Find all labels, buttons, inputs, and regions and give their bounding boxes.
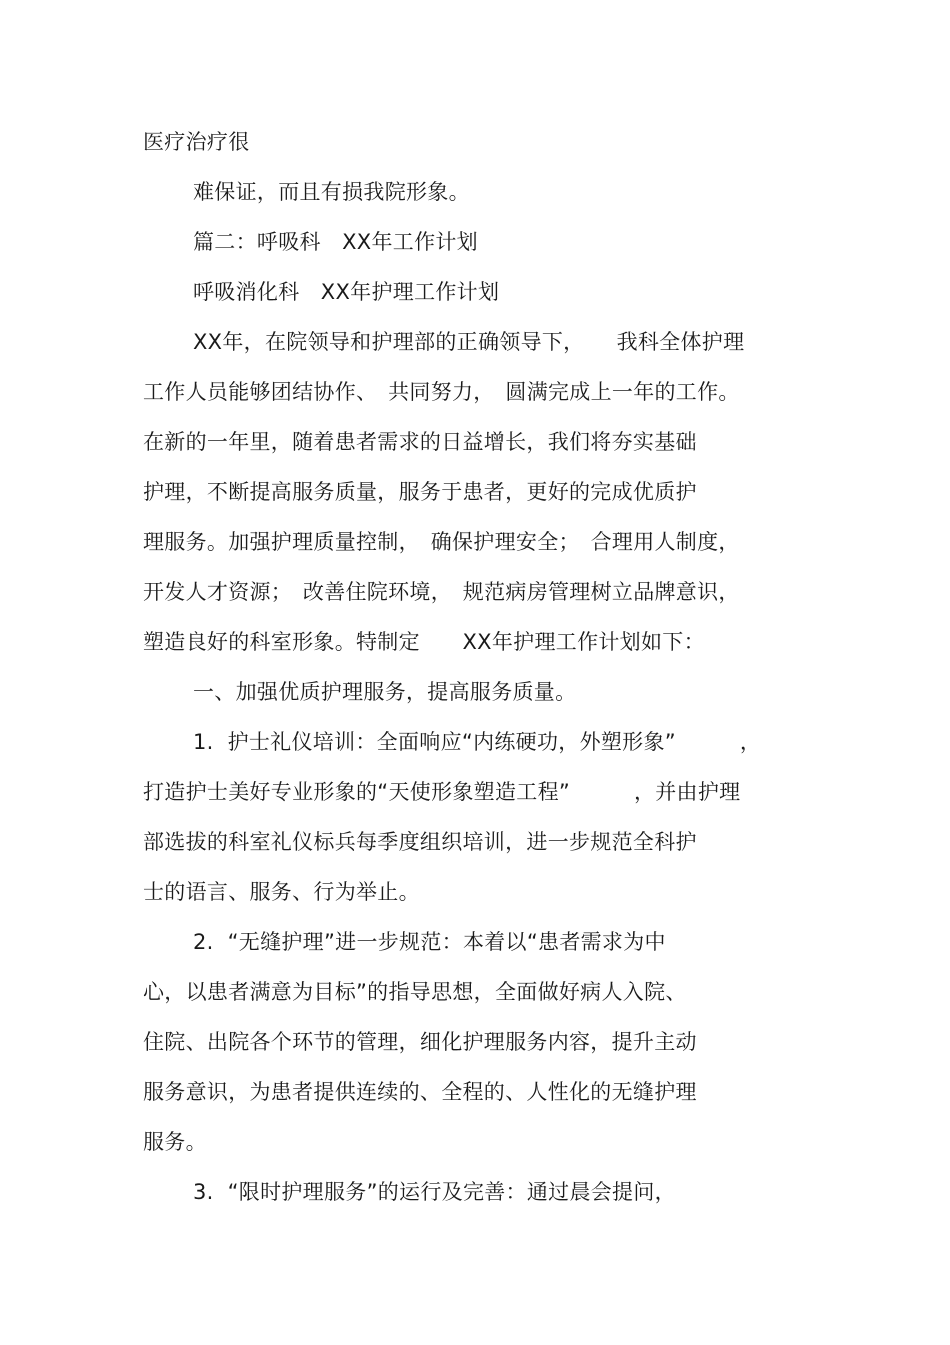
text-line: 服务。 — [143, 1130, 207, 1154]
text-line: 在新的一年里，随着患者需求的日益增长，我们将夯实基础 — [143, 430, 697, 454]
text-line: 部选拔的科室礼仪标兵每季度组织培训，进一步规范全科护 — [143, 830, 697, 854]
list-item: 1. 护士礼仪培训：全面响应“内练硬功，外塑形象” ， — [193, 730, 762, 754]
text-line: 护理，不断提高服务质量，服务于患者，更好的完成优质护 — [143, 480, 697, 504]
document-title: 呼吸消化科 XX年护理工作计划 — [193, 280, 500, 304]
text-line: 服务意识，为患者提供连续的、全程的、人性化的无缝护理 — [143, 1080, 697, 1104]
text-line: XX年，在院领导和护理部的正确领导下， 我科全体护理 — [193, 330, 745, 354]
text-line: 医疗治疗很 — [143, 130, 250, 154]
text-line: 士的语言、服务、行为举止。 — [143, 880, 420, 904]
list-item: 3. “限时护理服务”的运行及完善：通过晨会提问， — [193, 1180, 676, 1204]
text-line: 打造护士美好专业形象的“天使形象塑造工程” ，并由护理 — [143, 780, 741, 804]
text-line: 开发人才资源； 改善住院环境， 规范病房管理树立品牌意识， — [143, 580, 740, 604]
text-line: 塑造良好的科室形象。特制定 XX年护理工作计划如下： — [143, 630, 705, 654]
text-line: 难保证，而且有损我院形象。 — [193, 180, 470, 204]
text-line: 工作人员能够团结协作、 共同努力， 圆满完成上一年的工作。 — [143, 380, 740, 404]
section-heading: 篇二：呼吸科 XX年工作计划 — [193, 230, 478, 254]
text-line: 住院、出院各个环节的管理，细化护理服务内容，提升主动 — [143, 1030, 697, 1054]
list-item: 2. “无缝护理”进一步规范：本着以“患者需求为中 — [193, 930, 666, 954]
subsection-heading: 一、加强优质护理服务，提高服务质量。 — [193, 680, 577, 704]
text-line: 心，以患者满意为目标”的指导思想，全面做好病人入院、 — [143, 980, 687, 1004]
text-line: 理服务。加强护理质量控制， 确保护理安全； 合理用人制度， — [143, 530, 740, 554]
